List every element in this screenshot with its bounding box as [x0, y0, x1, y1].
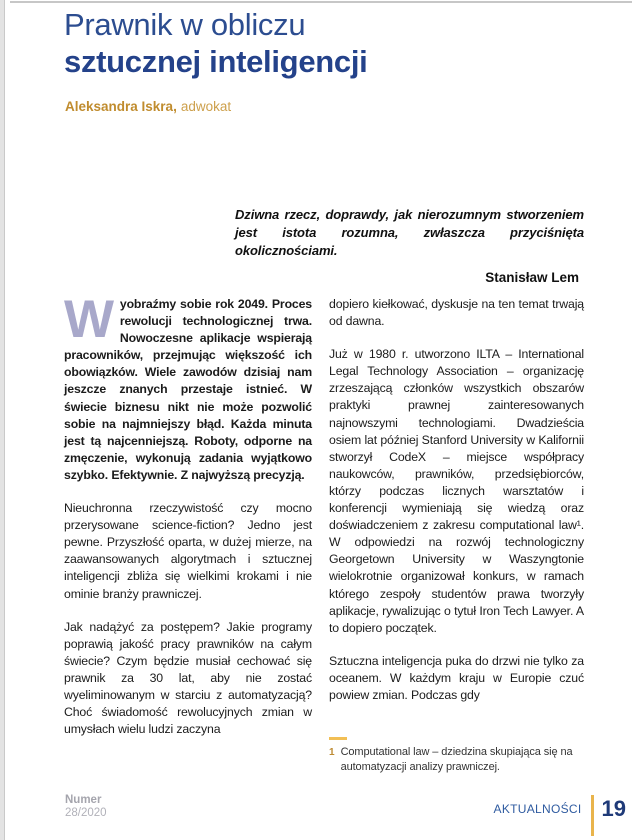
paragraph: Jak nadążyć za postępem? Jakie programy poprawią jakość pracy prawników na całym świecie? Czym będzie musiał cechować się prawnik za 30 lat, aby nie zostać wyeliminowanym w starciu z automatyzacją? Choć świadomość rewolucyjnych zmian w umysłach wielu ludzi zaczyna	[64, 619, 312, 737]
author-name: Aleksandra Iskra,	[65, 99, 177, 114]
author-role: adwokat	[180, 99, 232, 114]
epigraph-text: Dziwna rzecz, doprawdy, jak nierozumnym stworzeniem jest istota rozumna, zwłaszcza przyciśnięta okolicznościami.	[235, 207, 584, 259]
page-edge-top	[10, 1, 632, 3]
page-edge-left	[0, 0, 5, 840]
lead-paragraph	[64, 290, 312, 484]
paragraph: dopiero kiełkować, dyskusje na ten temat trwają od dawna.	[329, 297, 584, 329]
footnote-marker: 1	[329, 746, 335, 758]
column-right	[329, 296, 584, 774]
page-info	[494, 795, 626, 836]
article-title	[64, 6, 367, 80]
author-byline	[65, 99, 231, 114]
issue-label: Numer	[65, 794, 102, 806]
issue-info	[65, 794, 107, 820]
paragraph: Nieuchronna rzeczywistość czy mocno przerysowane science-fiction? Jedno jest pewne. Przyszłość oparta, w dużej mierze, na zaawansowanych algorytmach i sztucznej inteligencji zbliża się wielkimi krokami i nie ominie branży prawniczej.	[64, 501, 312, 601]
epigraph-attribution: Stanisław Lem	[485, 269, 579, 285]
footnote-rule	[329, 737, 347, 740]
article-title-line1: Prawnik w obliczu	[64, 7, 306, 42]
lead-paragraph-text: yobraźmy sobie rok 2049. Proces rewolucji technologicznej trwa. Nowoczesne aplikacje wspierają pracowników, przejmując większość ich obowiązków. Wiele zawodów dzisiaj nam jeszcze znanych przestaje istnieć. W świecie biznesu nikt nie może pozwolić sobie na najmniejszy błąd. Każda minuta jest tą najcenniejszą. Roboty, odporne na zmęczenie, wykonują zadania wyjątkowo szybko. Efektywnie. Z najwyższą precyzją.	[64, 297, 312, 482]
epigraph-quote	[235, 206, 584, 285]
gold-divider-bar	[591, 795, 594, 836]
drop-cap: W	[64, 290, 114, 349]
article-body	[64, 290, 584, 774]
section-label: AKTUALNOŚCI	[493, 802, 582, 816]
paragraph: Sztuczna inteligencja puka do drzwi nie tylko za oceanem. W każdym kraju w Europie czuć powiew zmian. Podczas gdy	[329, 653, 584, 702]
article-header	[64, 6, 367, 80]
issue-number: 28/2020	[65, 807, 107, 819]
footnote	[329, 737, 584, 774]
paragraph: Już w 1980 r. utworzono ILTA – International Legal Technology Association – organizację zrzeszającą członków wszystkich obszarów praktyki prawnej zainteresowanych najnowszymi technologiami. Dwadzieścia osiem lat później Stanford University w Kalifornii stworzył CodeX – miejsce współpracy naukowców, prawników, przedsiębiorców, którzy podczas licznych warsztatów i konferencji wymieniają się wiedzą oraz doświadczeniem z zakresu computational law¹. W odpowiedzi na rozwój technologiczny Georgetown University w Waszyngtonie wielokrotnie organizował konkurs, w ramach którego zespoły studentów prawa tworzyły aplikacje, rywalizując o tytuł Iron Tech Lawyer. A to dopiero początek.	[329, 347, 584, 635]
footnote-text: Computational law – dziedzina skupiająca się na automatyzacji analizy prawniczej.	[340, 746, 573, 773]
column-left	[64, 290, 312, 774]
page-number: 19	[601, 796, 626, 821]
footnote-row	[329, 745, 584, 774]
article-title-line2: sztucznej inteligencji	[64, 44, 368, 79]
